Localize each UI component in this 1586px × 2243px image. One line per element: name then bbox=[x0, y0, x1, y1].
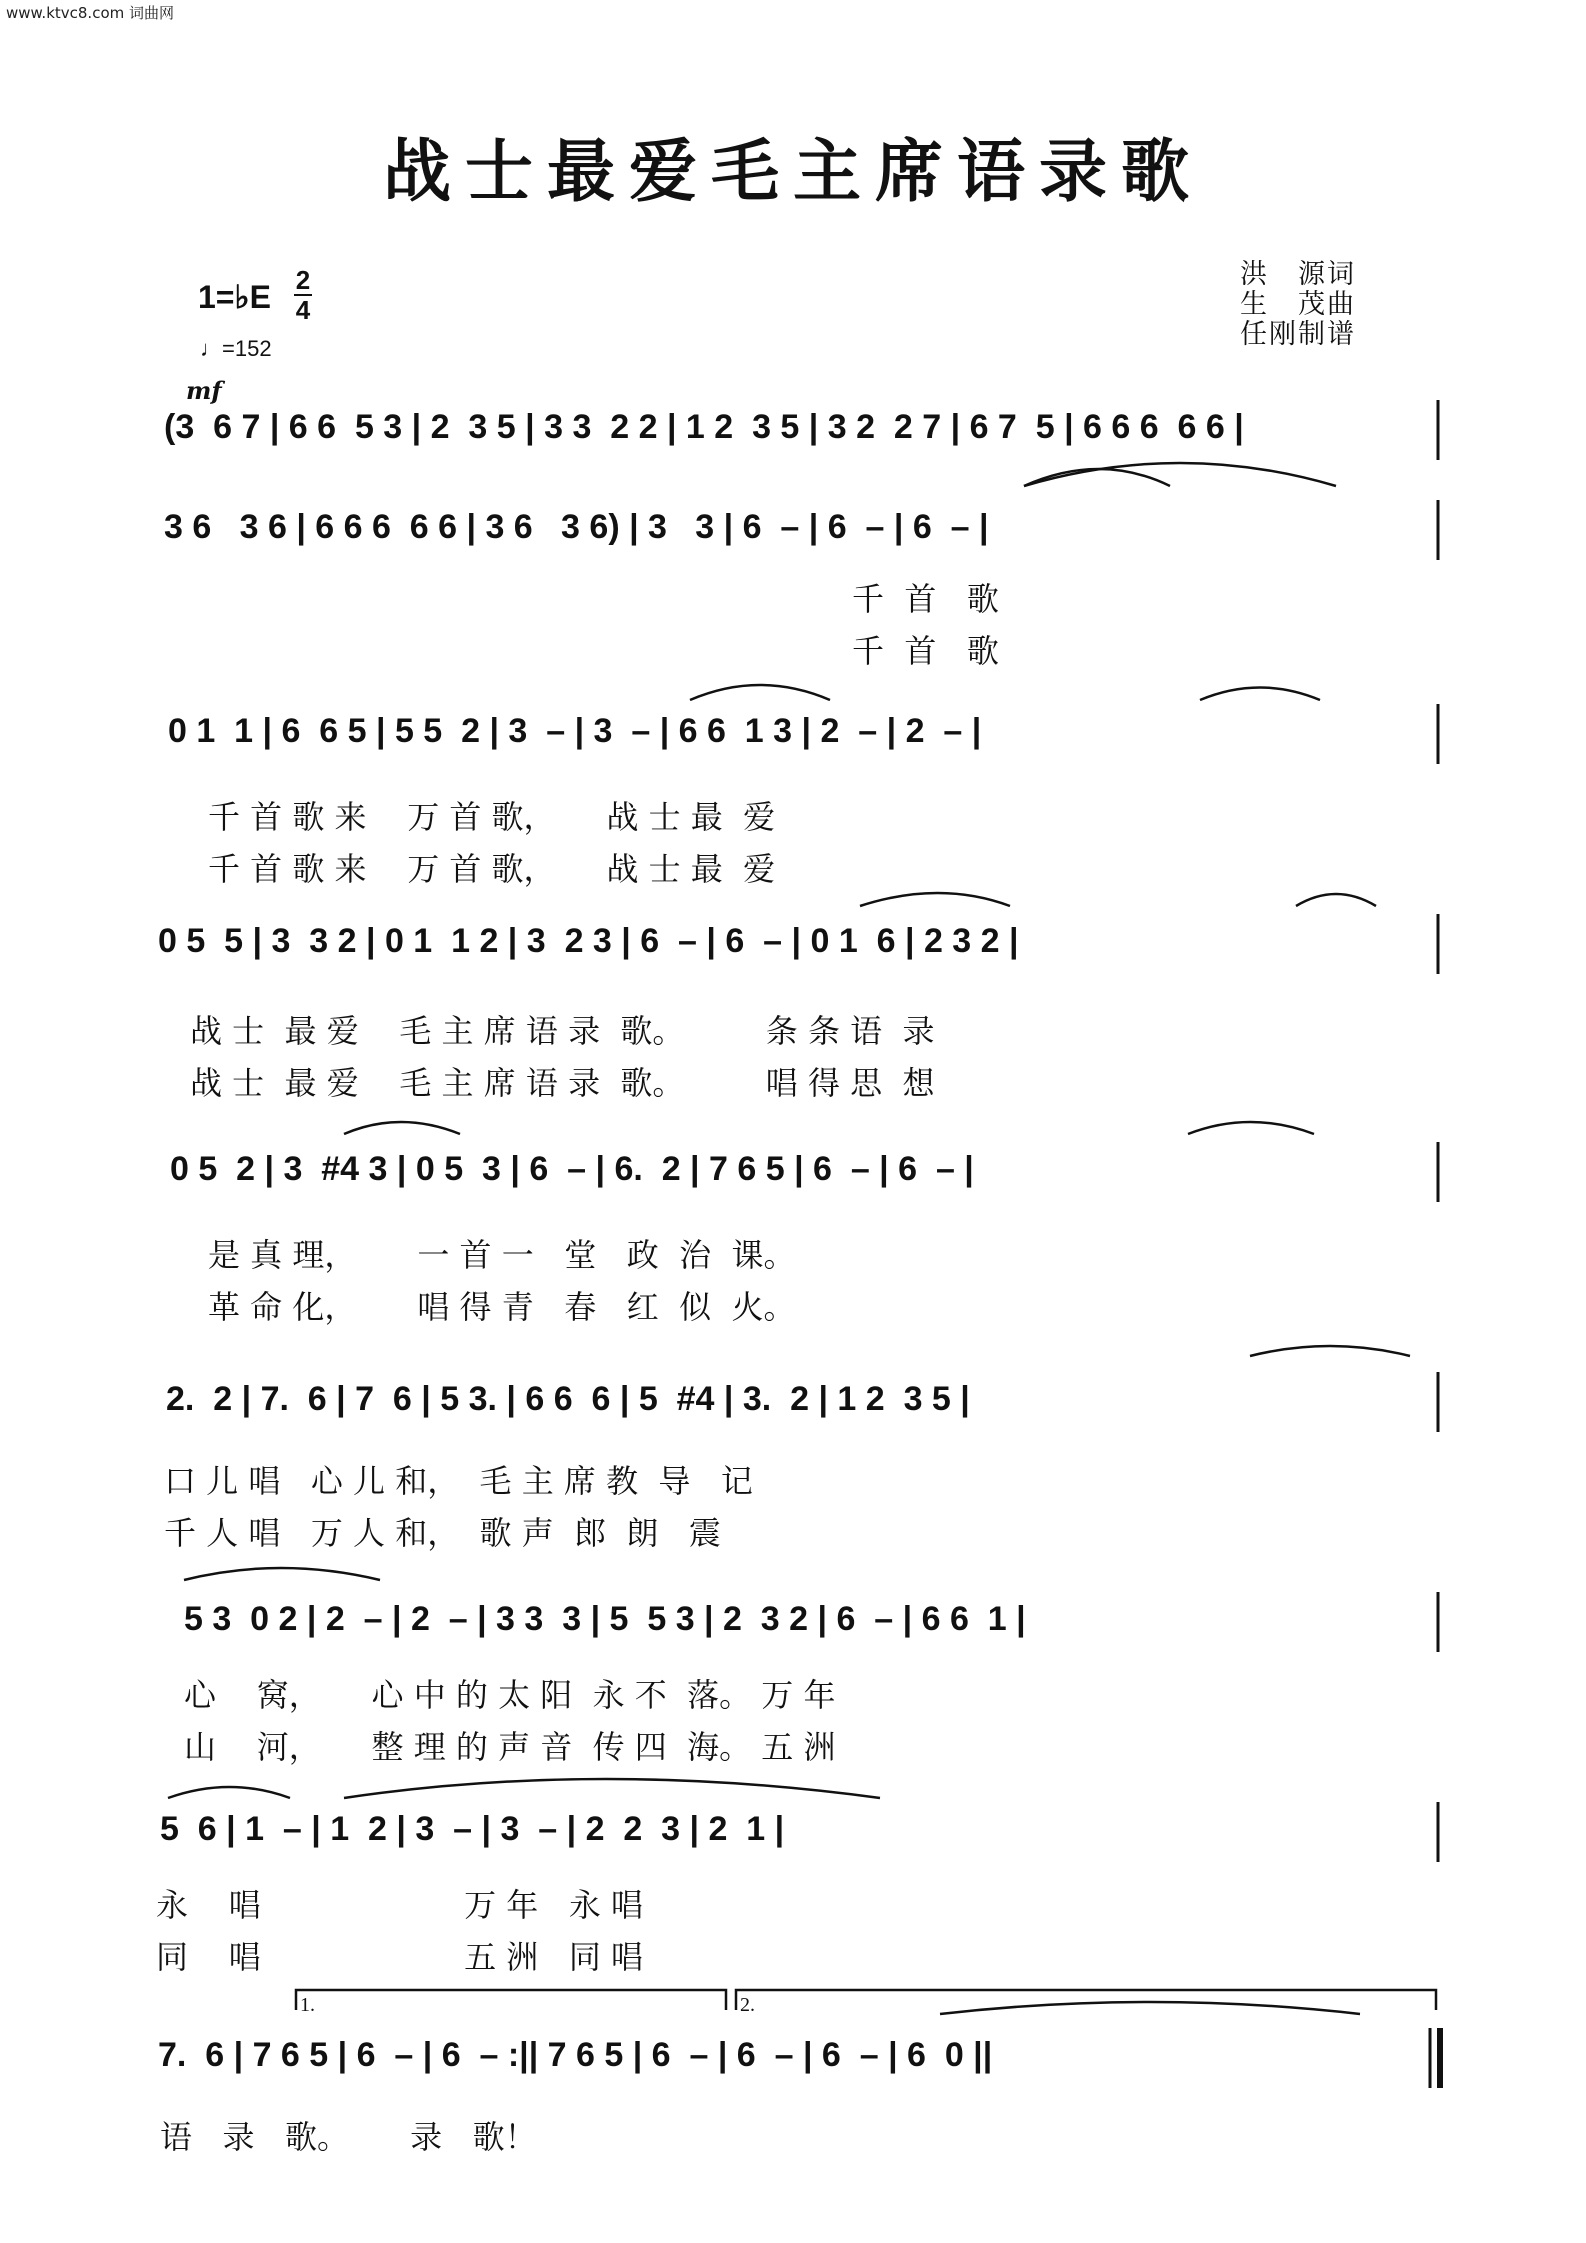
tempo-marking: ♩=152 bbox=[200, 336, 272, 361]
volta-first-bracket bbox=[296, 1990, 726, 2010]
system-2-lyrics-verse2: 千 首 歌 bbox=[852, 632, 999, 670]
volta-first-label: 1. bbox=[300, 1994, 315, 2016]
system-4-lyrics-verse2: 战 士 最 爱 毛 主 席 语 录 歌。 唱 得 思 想 bbox=[190, 1064, 935, 1102]
system-6-lyrics-verse2: 千 人 唱 万 人 和， 歌 声 郎 朗 震 bbox=[164, 1514, 721, 1552]
slur bbox=[344, 1122, 460, 1134]
system-1-notes: (3 6 7 | 6 6 5 3 | 2 3 5 | 3 3 2 2 | 1 2 3 5 | 3 2 2 7 | 6 7 5 | 6 6 6 6 6 | bbox=[164, 408, 1244, 446]
slur bbox=[1296, 894, 1376, 906]
key-signature: 1=♭E bbox=[198, 279, 271, 315]
song-title: 战士最爱毛主席语录歌 bbox=[382, 132, 1203, 212]
slur bbox=[344, 1779, 880, 1798]
system-8-notes: 5 6 | 1 – | 1 2 | 3 – | 3 – | 2 2 3 | 2 1 | bbox=[160, 1810, 785, 1848]
arranger-credit: 任刚制谱 bbox=[1240, 319, 1356, 350]
slur bbox=[1024, 469, 1170, 486]
system-2-lyrics-verse1: 千 首 歌 bbox=[852, 580, 999, 618]
time-top: 2 bbox=[295, 265, 311, 295]
slur bbox=[1250, 1346, 1410, 1356]
slur bbox=[690, 685, 830, 700]
slur bbox=[1200, 688, 1320, 701]
time-bottom: 4 bbox=[295, 295, 311, 325]
system-8-lyrics-verse2: 同 唱 五 洲 同 唱 bbox=[156, 1938, 643, 1976]
system-4-lyrics-verse1: 战 士 最 爱 毛 主 席 语 录 歌。 条 条 语 录 bbox=[190, 1012, 935, 1050]
slur bbox=[940, 2002, 1360, 2014]
slur bbox=[168, 1787, 290, 1798]
system-6-notes: 2. 2 | 7. 6 | 7 6 | 5 3. | 6 6 6 | 5 #4 | 3. 2 | 1 2 3 5 | bbox=[166, 1380, 970, 1418]
system-9-lyrics: 语 录 歌。 录 歌！ bbox=[160, 2118, 537, 2156]
system-4-notes: 0 5 5 | 3 3 2 | 0 1 1 2 | 3 2 3 | 6 – | 6 – | 0 1 6 | 2 3 2 | bbox=[158, 922, 1019, 960]
system-8-lyrics-verse1: 永 唱 万 年 永 唱 bbox=[156, 1886, 643, 1924]
dynamic-marking: mf bbox=[186, 376, 222, 405]
volta-second-label: 2. bbox=[740, 1994, 755, 2016]
system-2-notes: 3 6 3 6 | 6 6 6 6 6 | 3 6 3 6) | 3 3 | 6 – | 6 – | 6 – | bbox=[164, 508, 989, 546]
slur bbox=[184, 1568, 380, 1580]
system-3-lyrics-verse2: 千 首 歌 来 万 首 歌， 战 士 最 爱 bbox=[208, 850, 776, 888]
composer-credit: 生 茂曲 bbox=[1240, 289, 1356, 320]
system-6-lyrics-verse1: 口 儿 唱 心 儿 和， 毛 主 席 教 导 记 bbox=[164, 1462, 753, 1500]
system-7-lyrics-verse2: 山 河， 整 理 的 声 音 传 四 海。 五 洲 bbox=[184, 1728, 836, 1766]
system-7-lyrics-verse1: 心 窝， 心 中 的 太 阳 永 不 落。 万 年 bbox=[184, 1676, 836, 1714]
volta-second-bracket bbox=[736, 1990, 1436, 2010]
watermark: www.ktvc8.com 词曲网 bbox=[6, 4, 175, 22]
system-5-notes: 0 5 2 | 3 #4 3 | 0 5 3 | 6 – | 6. 2 | 7 6 5 | 6 – | 6 – | bbox=[170, 1150, 974, 1188]
slur bbox=[1188, 1122, 1314, 1134]
slur bbox=[860, 893, 1010, 906]
system-5-lyrics-verse1: 是 真 理， 一 首 一 堂 政 治 课。 bbox=[208, 1236, 796, 1274]
system-3-lyrics-verse1: 千 首 歌 来 万 首 歌， 战 士 最 爱 bbox=[208, 798, 776, 836]
system-3-notes: 0 1 1 | 6 6 5 | 5 5 2 | 3 – | 3 – | 6 6 1 3 | 2 – | 2 – | bbox=[168, 712, 982, 750]
system-9-notes: 7. 6 | 7 6 5 | 6 – | 6 – :|| 7 6 5 | 6 – | 6 – | 6 – | 6 0 || bbox=[158, 2036, 993, 2074]
lyricist-credit: 洪 源词 bbox=[1240, 259, 1356, 290]
system-5-lyrics-verse2: 革 命 化， 唱 得 青 春 红 似 火。 bbox=[208, 1288, 796, 1326]
system-7-notes: 5 3 0 2 | 2 – | 2 – | 3 3 3 | 5 5 3 | 2 3 2 | 6 – | 6 6 1 | bbox=[184, 1600, 1026, 1638]
slur bbox=[1024, 463, 1336, 486]
